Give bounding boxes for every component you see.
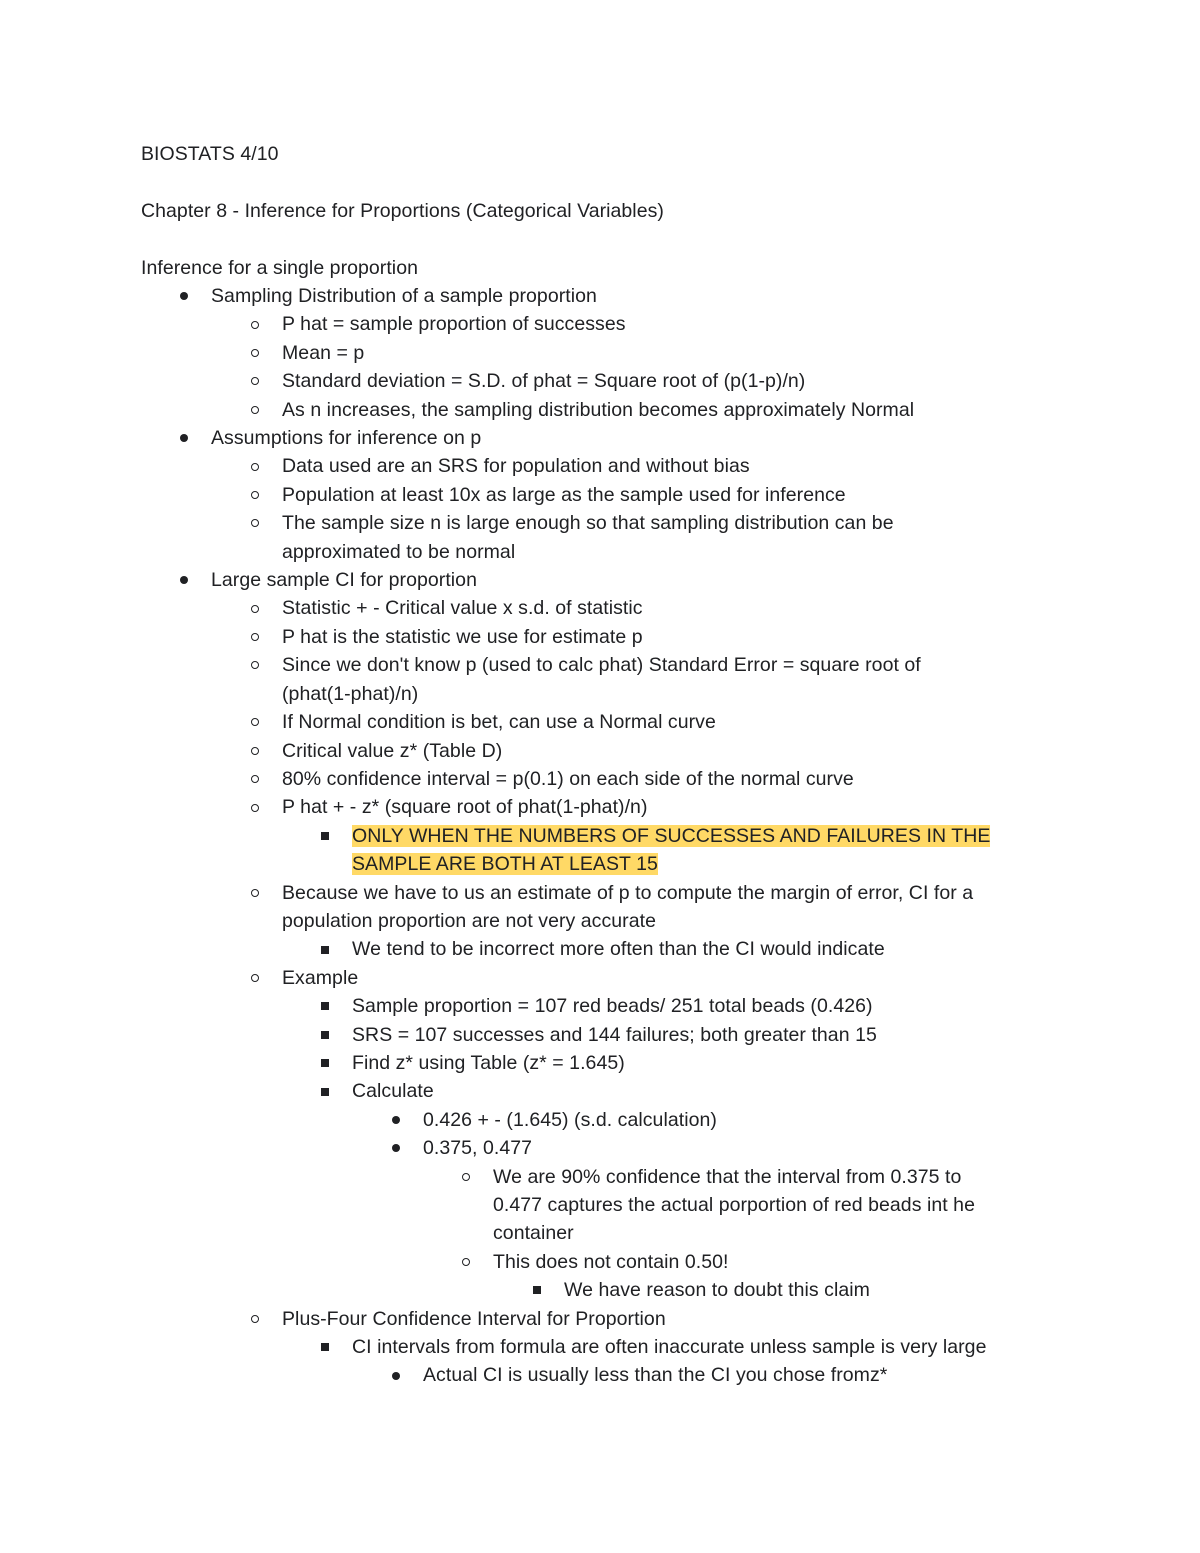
- list-item: [141, 793, 1081, 821]
- list-item: [141, 1077, 1081, 1105]
- list-item: [141, 879, 1081, 907]
- list-item: [141, 1276, 1081, 1304]
- list-item-text: CI intervals from formula are often inaccurate unless sample is very large: [352, 1336, 987, 1359]
- document-page: [141, 140, 1081, 1390]
- list-item: [141, 765, 1081, 793]
- list-item: [141, 1248, 1081, 1276]
- list-item: [141, 1333, 1081, 1361]
- list-item: [141, 481, 1081, 509]
- circle-bullet-icon: [248, 623, 262, 651]
- disc-bullet-icon: [177, 566, 191, 594]
- list-item-text: Since we don't know p (used to calc phat) Standard Error = square root of: [282, 654, 921, 677]
- list-item-text: 0.477 captures the actual porportion of red beads int he: [493, 1194, 975, 1216]
- list-item-text: Large sample CI for proportion: [211, 569, 477, 592]
- list-item: [141, 594, 1081, 622]
- list-item-text: 80% confidence interval = p(0.1) on each side of the normal curve: [282, 767, 854, 790]
- list-item-text: Example: [282, 966, 359, 989]
- list-item: [141, 282, 1081, 310]
- list-item: [141, 367, 1081, 395]
- list-item: [141, 1163, 1081, 1191]
- square-bullet-icon: [318, 822, 332, 850]
- circle-bullet-icon: [248, 765, 262, 793]
- circle-bullet-icon: [248, 737, 262, 765]
- blank-line: [141, 168, 1081, 196]
- circle-bullet-icon: [248, 509, 262, 537]
- list-item-text: Statistic + - Critical value x s.d. of statistic: [282, 597, 643, 620]
- list-item: [141, 935, 1081, 963]
- disc-bullet-icon: [177, 282, 191, 310]
- list-item-text: Plus-Four Confidence Interval for Proportion: [282, 1307, 666, 1330]
- list-item: [141, 708, 1081, 736]
- circle-bullet-icon: [248, 1305, 262, 1333]
- section-heading: Inference for a single proportion: [141, 256, 418, 279]
- list-item-text: P hat = sample proportion of successes: [282, 313, 626, 336]
- list-item-text: Assumptions for inference on p: [211, 427, 482, 450]
- list-item-text: approximated to be normal: [282, 540, 516, 563]
- list-item-text: We tend to be incorrect more often than the CI would indicate: [352, 938, 885, 961]
- square-bullet-icon: [318, 1049, 332, 1077]
- square-bullet-icon: [318, 1333, 332, 1361]
- list-item-text: Critical value z* (Table D): [282, 739, 503, 762]
- list-item-text: Sample proportion = 107 red beads/ 251 total beads (0.426): [352, 995, 873, 1018]
- list-item: [141, 452, 1081, 480]
- list-item-text: container: [493, 1222, 574, 1245]
- circle-bullet-icon: [248, 793, 262, 821]
- list-item: [141, 1305, 1081, 1333]
- list-item-continuation: [141, 538, 1081, 566]
- circle-bullet-icon: [248, 708, 262, 736]
- list-item-continuation: [141, 1219, 1081, 1247]
- circle-bullet-icon: [248, 367, 262, 395]
- square-bullet-icon: [530, 1276, 544, 1304]
- circle-bullet-icon: [459, 1248, 473, 1276]
- list-item-text: The sample size n is large enough so that sampling distribution can be: [282, 512, 894, 535]
- list-item: [141, 737, 1081, 765]
- square-bullet-icon: [318, 1077, 332, 1105]
- square-bullet-icon: [318, 1021, 332, 1049]
- list-item-text: This does not contain 0.50!: [493, 1250, 729, 1273]
- list-item-text: SRS = 107 successes and 144 failures; both greater than 15: [352, 1023, 877, 1046]
- highlighted-text: ONLY WHEN THE NUMBERS OF SUCCESSES AND FAILURES IN THE: [352, 824, 991, 847]
- disc-bullet-icon: [177, 424, 191, 452]
- list-item-text: P hat + - z* (square root of phat(1-phat)/n): [282, 796, 648, 819]
- list-item: [141, 1134, 1081, 1162]
- disc-bullet-icon: [389, 1106, 403, 1134]
- list-item-text: Sampling Distribution of a sample proportion: [211, 285, 597, 307]
- circle-bullet-icon: [248, 481, 262, 509]
- circle-bullet-icon: [248, 879, 262, 907]
- list-item-continuation: [141, 907, 1081, 935]
- list-item-text: 0.426 + - (1.645) (s.d. calculation): [423, 1108, 717, 1131]
- doc-title: BIOSTATS 4/10: [141, 143, 279, 165]
- circle-bullet-icon: [248, 651, 262, 679]
- list-item-text: Population at least 10x as large as the sample used for inference: [282, 483, 846, 506]
- list-item-continuation: [141, 1191, 1081, 1219]
- list-item-text: P hat is the statistic we use for estimate p: [282, 625, 643, 648]
- list-item: [141, 339, 1081, 367]
- list-item-text: Standard deviation = S.D. of phat = Square root of (p(1-p)/n): [282, 370, 806, 393]
- list-item: [141, 1361, 1081, 1389]
- list-item-text: Find z* using Table (z* = 1.645): [352, 1051, 625, 1074]
- circle-bullet-icon: [248, 452, 262, 480]
- highlighted-text: SAMPLE ARE BOTH AT LEAST 15: [352, 853, 658, 876]
- circle-bullet-icon: [459, 1163, 473, 1191]
- list-item: [141, 566, 1081, 594]
- circle-bullet-icon: [248, 310, 262, 338]
- list-item: [141, 651, 1081, 679]
- list-item-text: Calculate: [352, 1080, 434, 1103]
- list-item: [141, 964, 1081, 992]
- circle-bullet-icon: [248, 964, 262, 992]
- list-item: [141, 1106, 1081, 1134]
- square-bullet-icon: [318, 935, 332, 963]
- list-item: [141, 822, 1081, 850]
- circle-bullet-icon: [248, 594, 262, 622]
- list-item-continuation: [141, 680, 1081, 708]
- list-item: [141, 1021, 1081, 1049]
- list-item: [141, 509, 1081, 537]
- circle-bullet-icon: [248, 396, 262, 424]
- list-item-text: Actual CI is usually less than the CI you chose fromz*: [423, 1364, 888, 1387]
- list-item: [141, 396, 1081, 424]
- list-item-text: If Normal condition is bet, can use a Normal curve: [282, 711, 716, 734]
- square-bullet-icon: [318, 992, 332, 1020]
- list-item-text: population proportion are not very accurate: [282, 909, 656, 932]
- list-item: [141, 623, 1081, 651]
- list-item-text: Data used are an SRS for population and without bias: [282, 455, 750, 478]
- list-item: [141, 310, 1081, 338]
- disc-bullet-icon: [389, 1361, 403, 1389]
- list-item: [141, 424, 1081, 452]
- list-item-continuation: [141, 850, 1081, 878]
- list-item-text: Because we have to us an estimate of p to compute the margin of error, CI for a: [282, 881, 974, 904]
- chapter-heading: Chapter 8 - Inference for Proportions (Categorical Variables): [141, 199, 664, 222]
- list-item: [141, 1049, 1081, 1077]
- circle-bullet-icon: [248, 339, 262, 367]
- blank-line: [141, 225, 1081, 253]
- list-item-text: As n increases, the sampling distribution becomes approximately Normal: [282, 398, 915, 421]
- list-item-text: 0.375, 0.477: [423, 1137, 533, 1160]
- list-item-text: We have reason to doubt this claim: [564, 1279, 870, 1302]
- list-item-text: Mean = p: [282, 341, 365, 364]
- list-item: [141, 992, 1081, 1020]
- list-item-text: (phat(1-phat)/n): [282, 682, 419, 705]
- disc-bullet-icon: [389, 1134, 403, 1162]
- list-item-text: We are 90% confidence that the interval from 0.375 to: [493, 1165, 962, 1188]
